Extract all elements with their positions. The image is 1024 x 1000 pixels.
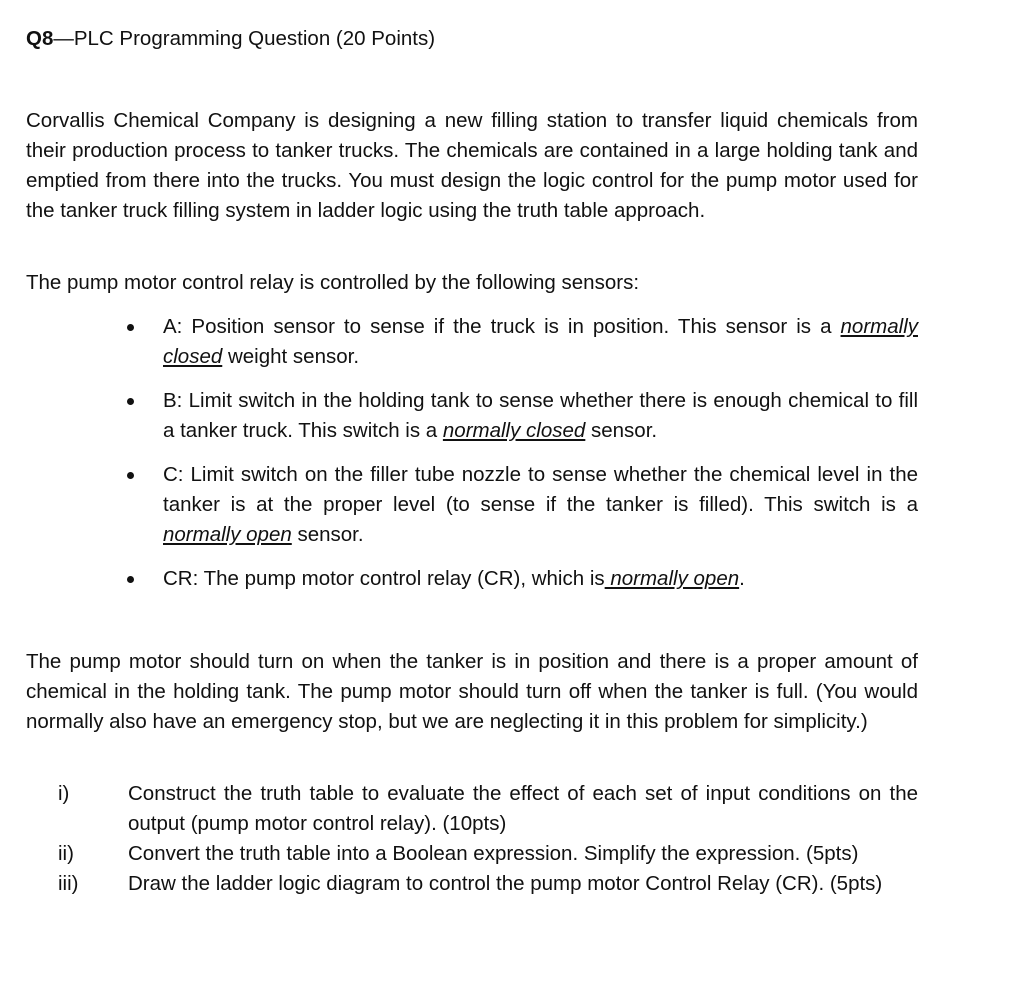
task-text: Convert the truth table into a Boolean expression. Simplify the expression. (5pts) (128, 842, 859, 865)
sensor-text-end: sensor. (585, 419, 658, 442)
task-number: i) (58, 782, 70, 805)
question-title (26, 24, 435, 54)
sensor-text: A: Position sensor to sense if the truck is in position. This sensor is a (163, 315, 841, 338)
bullet-icon (127, 576, 134, 583)
task-list (26, 779, 918, 899)
task-text: Construct the truth table to evaluate the effect of each set of input conditions on the output (pump motor control relay). (10pts) (128, 782, 918, 835)
sensor-list (26, 312, 918, 608)
sensor-type-emphasis: normally closed (442, 419, 586, 442)
requirements-paragraph: The pump motor should turn on when the tanker is in position and there is a proper amount of chemical in the holding tank. The pump motor should turn off when the tanker is full. (You would normally also have an emergency stop, but we are neglecting it in this problem for simplicity.) (26, 650, 918, 733)
sensor-type-emphasis: normally closed (163, 315, 918, 368)
task-text: Draw the ladder logic diagram to control the pump motor Control Relay (CR). (5pts) (128, 872, 883, 895)
sensor-text-end: weight sensor. (222, 345, 360, 368)
task-item-iii (26, 869, 918, 899)
task-number: ii) (58, 842, 74, 865)
sensor-item-c (26, 460, 918, 550)
intro-paragraph: Corvallis Chemical Company is designing a new filling station to transfer liquid chemicals from their production process to tanker trucks. The chemicals are contained in a large holding tank and emptied from there into the trucks. You must design the logic control for the pump motor used for the tanker truck filling system in ladder logic using the truth table approach. (26, 109, 918, 222)
task-number: iii) (58, 872, 79, 895)
bullet-icon (127, 324, 134, 331)
sensors-lead-text: The pump motor control relay is controlled by the following sensors: (26, 271, 640, 294)
bullet-icon (127, 398, 134, 405)
bullet-icon (127, 472, 134, 479)
sensor-item-b (26, 386, 918, 446)
task-item-i (26, 779, 918, 839)
sensor-type-emphasis: normally open (163, 523, 292, 546)
sensor-text: B: Limit switch in the holding tank to sense whether there is enough chemical to fill a tanker truck. This switch is a (163, 389, 918, 442)
sensor-item-cr (26, 564, 918, 594)
sensor-type-emphasis: normally open (604, 567, 740, 590)
question-number: Q8 (26, 27, 54, 50)
sensor-text-end: sensor. (291, 523, 364, 546)
sensor-text-end: . (739, 567, 745, 590)
sensor-text: CR: The pump motor control relay (CR), which is (163, 567, 605, 590)
sensor-item-a (26, 312, 918, 372)
sensor-text: C: Limit switch on the filler tube nozzle to sense whether the chemical level in the tanker is at the proper level (to sense if the tanker is filled). This switch is a (163, 463, 918, 516)
task-item-ii (26, 839, 918, 869)
question-title-text: —PLC Programming Question (20 Points) (53, 27, 436, 50)
